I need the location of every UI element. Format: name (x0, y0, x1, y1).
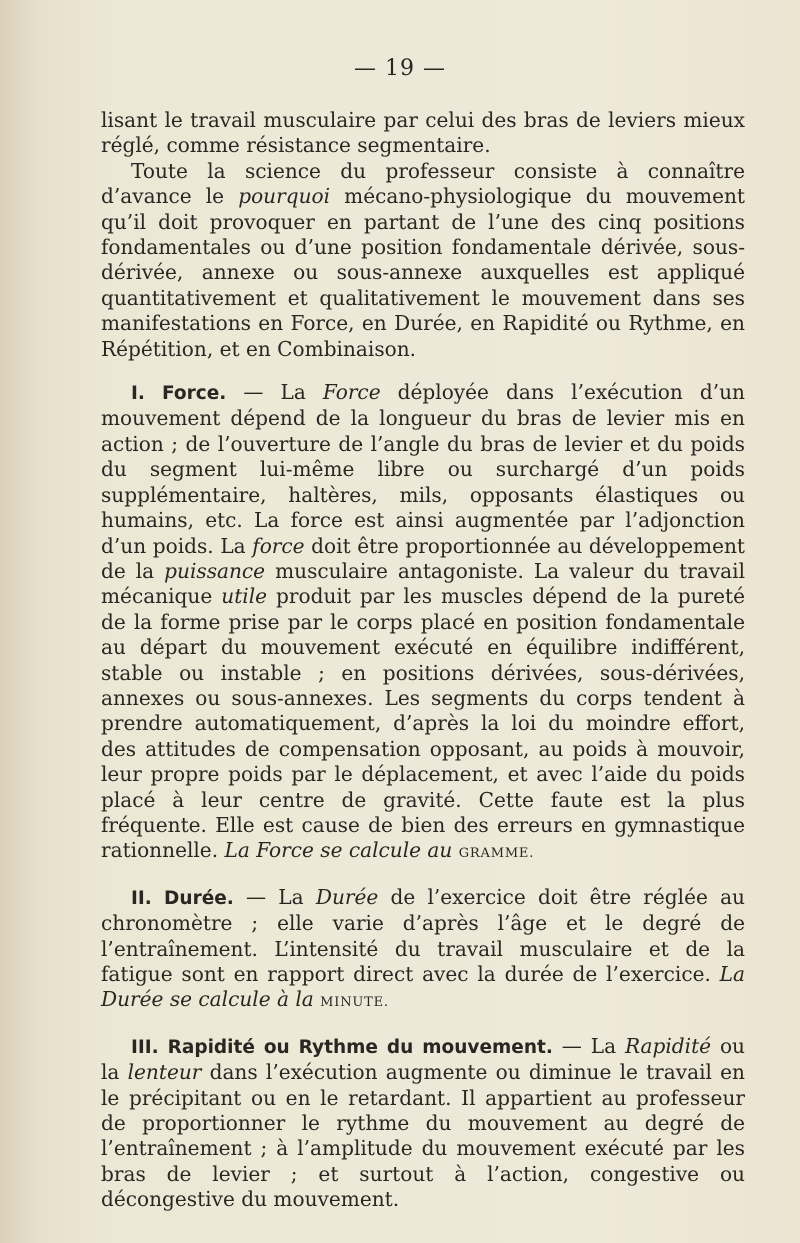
duree-unit-smallcaps: MINUTE. (320, 995, 389, 1011)
force-text-1: — La (226, 380, 323, 405)
force-text-2: déployée dans l’exécution d’un mouvement dépend de la longueur du bras de levier mis en action ; de l’ouverture de l’angle du bras de levier et du poids du segment lui-même libre ou surchargé d’un poids supplémentaire, haltères, mils, opposants élastiques ou humains, etc. La force est ainsi augmentée par l’adjonction d’un poids. La (101, 380, 745, 558)
force-emphasis-5: La Force se calcule au (224, 838, 453, 863)
duree-emphasis-1: Durée (315, 884, 379, 909)
section-rapidite (101, 1034, 745, 1213)
section-heading-rapidite: III. Rapidité ou Rythme du mouvement. (131, 1036, 553, 1058)
force-emphasis-4: utile (221, 584, 268, 609)
force-unit-smallcaps: GRAMME. (458, 846, 535, 862)
force-text-4: musculaire antagoniste. La valeur du travail mécanique (101, 558, 746, 609)
rapidite-text-2: ou la (101, 1033, 745, 1085)
page-number: — 19 — (354, 56, 446, 81)
rapidite-emphasis-2: lenteur (127, 1060, 202, 1085)
duree-emphasis-2: La Durée se calcule à la (101, 962, 745, 1012)
force-text-5: produit par les muscles dépend de la pureté de la forme prise par le corps placé en position fondamentale au départ du mouvement exécuté en équilibre indifférent, stable ou instable ; en positions dérivées, sous-dérivées, annexes ou sous-annexes. Les segments du corps tendent à prendre automatiquement, d’après la loi du moindre effort, des attitudes de compensation opposant, au poids à mouvoir, leur propre poids par le déplacement, et avec l’aide du poids placé à leur centre de gravité. Cette faute est la plus fréquente. Elle est cause de bien des erreurs en gymnastique rationnelle. (101, 584, 745, 863)
force-text-3: doit être proportionnée au développement de la (101, 533, 745, 583)
section-force (101, 380, 745, 867)
page-body (101, 108, 745, 1213)
intro-p2-text-a: Toute la science du professeur consiste à connaître d’avance le (101, 158, 745, 209)
force-emphasis-1: Force (322, 380, 381, 405)
intro-paragraph-1 (101, 108, 745, 159)
rapidite-text-1: — La (552, 1033, 625, 1058)
section-heading-duree: II. Durée. (131, 887, 234, 909)
rapidite-text-3: dans l’exécution augmente ou diminue le travail en le précipitant ou en le retardant. Il appartient au professeur de proportionner le rythme du mouvement au degré de l’entraînement ; à l’amplitude du mouvement exécuté par les bras de levier ; et surtout à l’action, congestive ou décongestive du mouvement. (101, 1060, 745, 1212)
section-heading-force: I. Force. (131, 383, 227, 405)
section-duree (101, 885, 745, 1016)
rapidite-emphasis-1: Rapidité (624, 1033, 712, 1058)
intro-p2-emphasis: pourquoi (238, 184, 331, 209)
force-emphasis-2: force (252, 533, 305, 558)
intro-paragraph-2 (101, 159, 745, 362)
duree-text-2: de l’exercice doit être réglée au chronomètre ; elle varie d’après l’âge et le degré de l’entraînement. L’intensité du travail musculaire et de la fatigue sont en rapport direct avec la durée de l’exercice. (101, 884, 745, 986)
intro-p1-text: lisant le travail musculaire par celui des bras de leviers mieux réglé, comme résistance segmentaire. (101, 108, 745, 158)
force-emphasis-3: puissance (164, 558, 266, 583)
duree-text-1: — La (233, 884, 316, 909)
intro-p2-text-b: mécano-physiologique du mouvement qu’il doit provoquer en partant de l’une des cinq positions fondamentales ou d’une position fondamentale dérivée, sous-dérivée, annexe ou sous-annexe auxquelles est appliqué quantitativement et qualitativement le mouvement dans ses manifestations en Force, en Durée, en Rapidité ou Rythme, en Répétition, et en Combinaison. (101, 184, 745, 361)
